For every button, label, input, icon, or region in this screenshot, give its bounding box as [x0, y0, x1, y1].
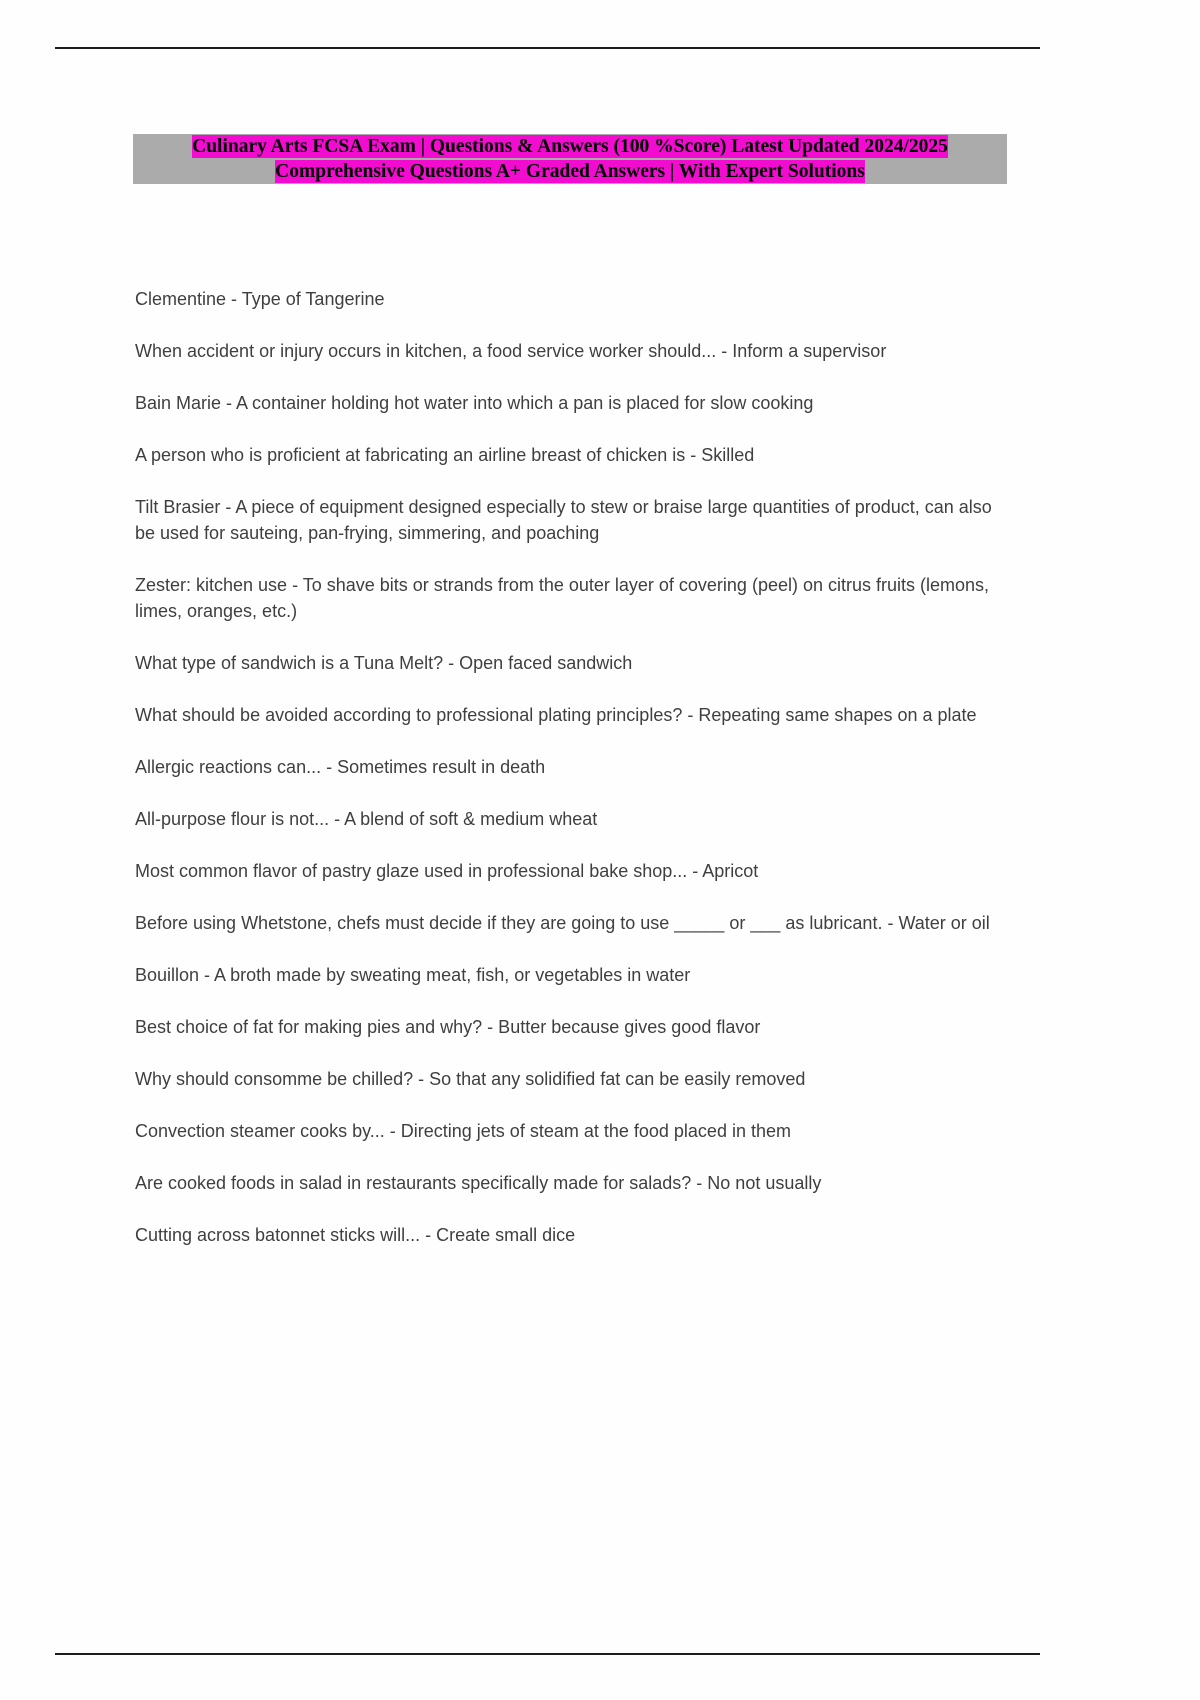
qa-item: Bouillon - A broth made by sweating meat, fish, or vegetables in water — [135, 965, 691, 985]
title-line-2-wrap — [133, 159, 1007, 184]
qa-item: Clementine - Type of Tangerine — [135, 289, 385, 309]
qa-item: All-purpose flour is not... - A blend of soft & medium wheat — [135, 809, 598, 829]
qa-item: What should be avoided according to professional plating principles? - Repeating same shapes on a plate — [135, 705, 977, 725]
title-line-1-wrap — [133, 134, 1007, 159]
qa-item: Are cooked foods in salad in restaurants specifically made for salads? - No not usually — [135, 1173, 822, 1193]
title-line-2: Comprehensive Questions A+ Graded Answers | With Expert Solutions — [275, 161, 865, 182]
qa-item: Why should consomme be chilled? - So that any solidified fat can be easily removed — [135, 1069, 806, 1089]
qa-item: Most common flavor of pastry glaze used in professional bake shop... - Apricot — [135, 861, 759, 881]
qa-item: When accident or injury occurs in kitchen, a food service worker should... - Inform a supervisor — [135, 341, 887, 361]
qa-item: Before using Whetstone, chefs must decide if they are going to use _____ or ___ as lubricant. - Water or oil — [135, 913, 990, 933]
top-rule — [55, 47, 1040, 49]
qa-item: Cutting across batonnet sticks will... - Create small dice — [135, 1225, 576, 1245]
document-title-bar — [133, 134, 1007, 184]
qa-item: Best choice of fat for making pies and why? - Butter because gives good flavor — [135, 1017, 761, 1037]
bottom-rule — [55, 1653, 1040, 1655]
qa-item: A person who is proficient at fabricating an airline breast of chicken is - Skilled — [135, 445, 755, 465]
qa-item: Tilt Brasier - A piece of equipment designed especially to stew or braise large quantities of product, can also be used for sauteing, pan-frying, simmering, and poaching — [135, 497, 992, 543]
qa-item: Zester: kitchen use - To shave bits or strands from the outer layer of covering (peel) on citrus fruits (lemons, limes, oranges, etc.) — [135, 575, 990, 621]
qa-item: What type of sandwich is a Tuna Melt? - Open faced sandwich — [135, 653, 633, 673]
qa-item: Allergic reactions can... - Sometimes result in death — [135, 757, 546, 777]
qa-item: Convection steamer cooks by... - Directing jets of steam at the food placed in them — [135, 1121, 791, 1141]
qa-item: Bain Marie - A container holding hot water into which a pan is placed for slow cooking — [135, 393, 814, 413]
title-line-1: Culinary Arts FCSA Exam | Questions & Answers (100 %Score) Latest Updated 2024/2025 — [192, 136, 948, 157]
qa-list — [135, 286, 1007, 1274]
